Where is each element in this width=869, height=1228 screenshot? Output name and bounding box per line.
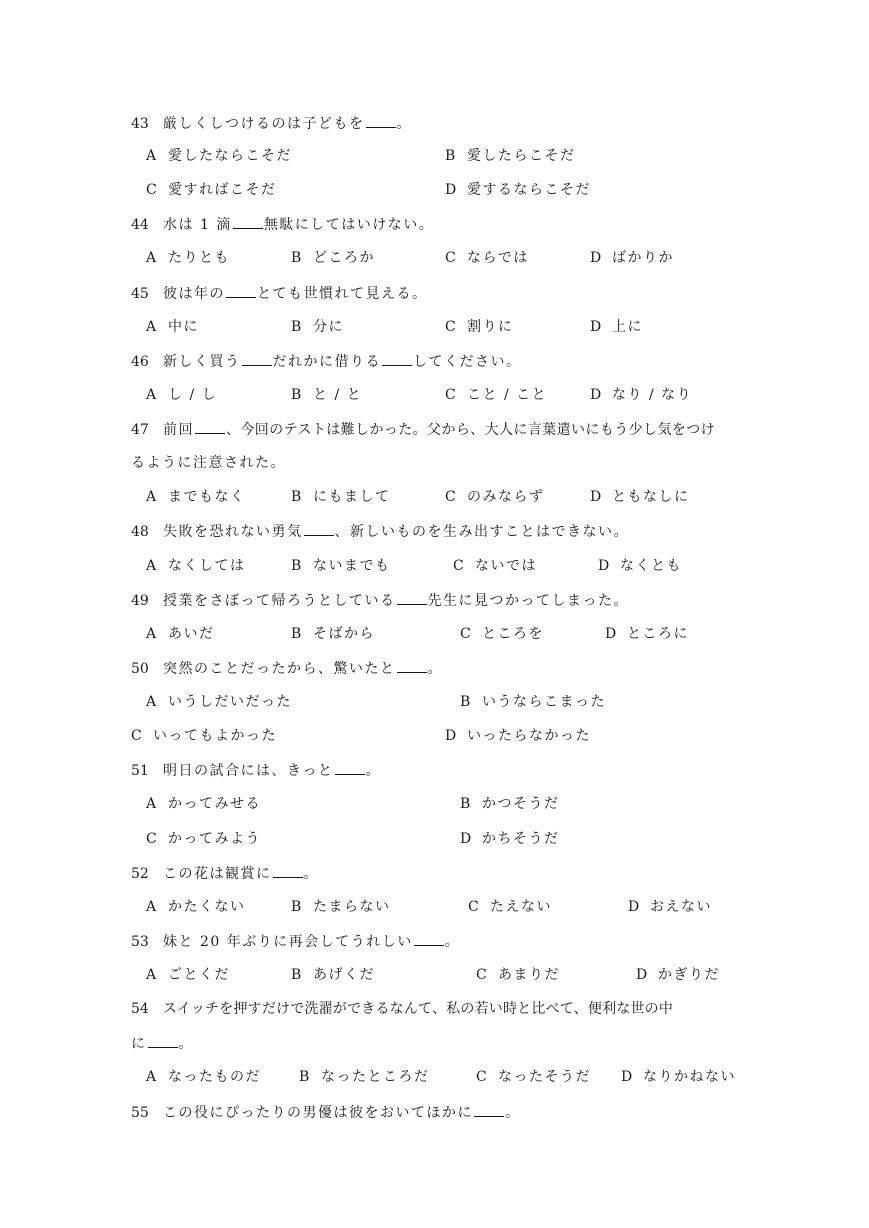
option-a — [146, 794, 261, 814]
option-text: たりとも — [168, 250, 230, 266]
option-text: 愛したならこそだ — [168, 148, 292, 164]
option-text: どころか — [313, 250, 375, 266]
option-c — [453, 556, 537, 576]
option-text: 割りに — [467, 319, 514, 335]
option-c — [476, 1067, 591, 1087]
answer-blank — [226, 283, 256, 298]
option-letter: C — [131, 728, 142, 744]
question-text: この役にぴったりの男優は彼をおいてほかに — [163, 1105, 473, 1121]
question-text: 突然のことだったから、驚いたと — [163, 661, 396, 677]
option-text: いったらなかった — [467, 728, 591, 744]
answer-blank — [382, 351, 412, 366]
option-text: なくとも — [620, 558, 682, 574]
option-letter: C — [476, 1069, 487, 1085]
option-letter: B — [291, 387, 302, 403]
option-letter: D — [445, 728, 457, 744]
answer-blank — [304, 521, 334, 536]
option-text: かたくない — [168, 899, 246, 915]
option-text: いってもよかった — [153, 728, 277, 744]
option-c — [146, 829, 261, 849]
option-text: 愛するならこそだ — [467, 182, 591, 198]
option-b — [291, 624, 375, 644]
answer-blank — [366, 113, 396, 128]
question-number: 44 — [131, 217, 149, 233]
question-text: 、今回のテストは難しかった。父から、大人に言葉遣いにもう少し気をつけ — [226, 422, 716, 438]
option-text: なくしては — [168, 558, 246, 574]
question-53 — [131, 931, 460, 951]
option-text: なりかねない — [643, 1069, 736, 1085]
option-letter: B — [291, 626, 302, 642]
option-text: し / し — [168, 387, 218, 403]
option-letter: A — [146, 148, 157, 164]
option-d — [445, 726, 591, 746]
option-letter: C — [146, 182, 157, 198]
question-text: スイッチを押すだけで洗濯ができるなんて、私の若い時と比べて、便利な世の中 — [163, 1001, 674, 1017]
question-text: 失敗を恐れない勇気 — [163, 524, 303, 540]
option-a — [146, 487, 246, 507]
option-letter: D — [590, 489, 602, 505]
option-letter: B — [291, 250, 302, 266]
option-c — [131, 726, 277, 746]
option-text: にもまして — [313, 489, 391, 505]
option-letter: B — [291, 558, 302, 574]
question-number: 54 — [131, 1001, 149, 1017]
option-letter: A — [146, 967, 157, 983]
option-c — [445, 317, 514, 337]
question-text: だれかに借りる — [272, 354, 381, 370]
option-letter: C — [468, 899, 479, 915]
option-text: 愛すればこそだ — [168, 182, 277, 198]
option-c — [445, 487, 545, 507]
question-52 — [131, 863, 319, 883]
option-text: 中に — [168, 319, 199, 335]
option-letter: B — [460, 694, 471, 710]
option-letter: B — [291, 967, 302, 983]
option-letter: A — [146, 626, 157, 642]
answer-blank — [242, 351, 272, 366]
option-letter: A — [146, 489, 157, 505]
option-letter: A — [146, 558, 157, 574]
question-text: 。 — [303, 866, 319, 882]
option-d — [590, 317, 643, 337]
option-text: なり / なり — [612, 387, 693, 403]
option-letter: D — [605, 626, 617, 642]
option-c — [460, 624, 544, 644]
option-letter: B — [460, 796, 471, 812]
answer-blank — [397, 658, 427, 673]
question-text: 明日の試合には、きっと — [163, 763, 334, 779]
question-number: 48 — [131, 524, 149, 540]
option-d — [460, 829, 560, 849]
option-text: あげくだ — [313, 967, 375, 983]
answer-blank — [335, 760, 365, 775]
option-letter: B — [445, 148, 456, 164]
question-number: 52 — [131, 866, 149, 882]
option-b — [291, 317, 344, 337]
option-text: ところを — [482, 626, 544, 642]
question-text: るように注意された。 — [131, 455, 286, 471]
option-text: かちそうだ — [482, 831, 560, 847]
answer-blank — [397, 590, 427, 605]
option-text: たまらない — [313, 899, 391, 915]
option-letter: A — [146, 796, 157, 812]
question-number: 50 — [131, 661, 149, 677]
option-text: こと / こと — [467, 387, 548, 403]
option-letter: D — [445, 182, 457, 198]
option-letter: C — [445, 250, 456, 266]
option-d — [590, 487, 690, 507]
option-text: ないまでも — [313, 558, 391, 574]
question-text: 。 — [444, 934, 461, 950]
option-c — [476, 965, 560, 985]
question-text: 。 — [396, 116, 412, 132]
question-text: 先生に見つかってしまった。 — [427, 593, 629, 609]
option-a — [146, 146, 292, 166]
option-letter: C — [445, 319, 456, 335]
question-text: に — [131, 1036, 147, 1052]
option-letter: C — [460, 626, 471, 642]
question-47 — [131, 419, 715, 439]
option-a — [146, 624, 215, 644]
option-b — [299, 1067, 430, 1087]
option-d — [590, 248, 674, 268]
option-text: なったものだ — [168, 1069, 261, 1085]
question-text: 妹と 20 年ぶりに再会してうれしい — [163, 934, 413, 950]
option-text: 分に — [313, 319, 344, 335]
option-b — [291, 385, 362, 405]
option-text: いうしだいだった — [168, 694, 292, 710]
option-letter: C — [453, 558, 464, 574]
option-a — [146, 248, 230, 268]
option-text: ならでは — [467, 250, 529, 266]
option-a — [146, 1067, 261, 1087]
option-a — [146, 556, 246, 576]
question-text: 水は 1 滴 — [163, 217, 232, 233]
option-text: のみならず — [467, 489, 545, 505]
question-text: 彼は年の — [163, 286, 225, 302]
option-d — [605, 624, 689, 644]
option-d — [621, 1067, 736, 1087]
option-text: かぎりだ — [658, 967, 720, 983]
option-letter: A — [146, 1069, 157, 1085]
question-text: 無駄にしてはいけない。 — [263, 217, 435, 233]
question-54-continuation — [131, 1033, 194, 1053]
option-text: までもなく — [168, 489, 246, 505]
option-c — [146, 180, 277, 200]
option-letter: A — [146, 250, 157, 266]
option-a — [146, 965, 230, 985]
question-54 — [131, 999, 673, 1019]
question-text: 新しく買う — [163, 354, 241, 370]
option-c — [445, 248, 529, 268]
answer-blank — [474, 1102, 504, 1117]
answer-blank — [233, 214, 263, 229]
question-number: 53 — [131, 934, 149, 950]
option-letter: D — [621, 1069, 633, 1085]
option-text: おえない — [650, 899, 712, 915]
question-text: この花は観賞に — [163, 866, 272, 882]
question-46 — [131, 351, 522, 371]
option-text: かってみせる — [168, 796, 261, 812]
option-b — [291, 248, 375, 268]
option-b — [291, 965, 375, 985]
option-b — [291, 487, 391, 507]
question-43 — [131, 113, 412, 133]
option-a — [146, 317, 199, 337]
option-text: いうならこまった — [482, 694, 606, 710]
answer-blank — [195, 419, 225, 434]
question-text: 、新しいものを生み出すことはできない。 — [334, 524, 629, 540]
option-text: あいだ — [168, 626, 215, 642]
option-letter: A — [146, 319, 157, 335]
option-b — [445, 146, 576, 166]
option-letter: D — [598, 558, 610, 574]
option-letter: D — [590, 319, 602, 335]
option-b — [460, 794, 560, 814]
question-text: 。 — [505, 1105, 521, 1121]
option-text: たえない — [490, 899, 552, 915]
option-letter: D — [460, 831, 472, 847]
option-b — [291, 556, 391, 576]
option-letter: C — [476, 967, 487, 983]
option-letter: D — [590, 387, 602, 403]
option-letter: A — [146, 899, 157, 915]
question-text: 。 — [178, 1036, 194, 1052]
question-51 — [131, 760, 381, 780]
option-d — [590, 385, 692, 405]
option-letter: D — [590, 250, 602, 266]
option-letter: B — [299, 1069, 310, 1085]
question-number: 43 — [131, 116, 149, 132]
question-number: 55 — [131, 1105, 149, 1121]
option-letter: C — [146, 831, 157, 847]
option-text: なったところだ — [321, 1069, 430, 1085]
question-55 — [131, 1102, 521, 1122]
option-d — [445, 180, 591, 200]
answer-blank — [148, 1033, 178, 1048]
question-text: 前回 — [163, 422, 194, 438]
option-b — [291, 897, 391, 917]
option-letter: D — [628, 899, 640, 915]
option-text: ばかりか — [612, 250, 674, 266]
option-text: ないでは — [475, 558, 537, 574]
option-text: と / と — [313, 387, 363, 403]
option-letter: C — [445, 489, 456, 505]
question-text: 。 — [365, 763, 381, 779]
option-text: そばから — [313, 626, 375, 642]
question-text: 。 — [427, 661, 443, 677]
option-letter: A — [146, 387, 157, 403]
option-letter: B — [291, 899, 302, 915]
question-number: 46 — [131, 354, 149, 370]
answer-blank — [273, 863, 303, 878]
question-44 — [131, 214, 434, 234]
option-a — [146, 897, 246, 917]
option-text: かつそうだ — [482, 796, 560, 812]
option-text: 上に — [612, 319, 643, 335]
answer-blank — [414, 931, 444, 946]
question-48 — [131, 521, 629, 541]
option-text: かってみよう — [168, 831, 261, 847]
question-text: してください。 — [413, 354, 522, 370]
question-50 — [131, 658, 443, 678]
option-d — [598, 556, 682, 576]
option-c — [445, 385, 547, 405]
question-text: 厳しくしつけるのは子どもを — [163, 116, 365, 132]
question-text: 授業をさぼって帰ろうとしている — [163, 593, 396, 609]
option-d — [636, 965, 720, 985]
option-a — [146, 692, 292, 712]
question-number: 47 — [131, 422, 149, 438]
option-d — [628, 897, 712, 917]
option-text: ごとくだ — [168, 967, 230, 983]
option-text: あまりだ — [498, 967, 560, 983]
option-c — [468, 897, 552, 917]
question-text: とても世慣れて見える。 — [257, 286, 428, 302]
option-a — [146, 385, 217, 405]
option-letter: C — [445, 387, 456, 403]
question-number: 51 — [131, 763, 149, 779]
option-letter: A — [146, 694, 157, 710]
option-b — [460, 692, 606, 712]
question-45 — [131, 283, 428, 303]
option-letter: B — [291, 489, 302, 505]
question-number: 49 — [131, 593, 149, 609]
option-text: ところに — [627, 626, 689, 642]
question-number: 45 — [131, 286, 149, 302]
option-text: 愛したらこそだ — [467, 148, 576, 164]
option-text: なったそうだ — [498, 1069, 591, 1085]
option-letter: D — [636, 967, 648, 983]
option-text: ともなしに — [612, 489, 690, 505]
question-49 — [131, 590, 629, 610]
option-letter: B — [291, 319, 302, 335]
question-47-continuation — [131, 453, 286, 473]
